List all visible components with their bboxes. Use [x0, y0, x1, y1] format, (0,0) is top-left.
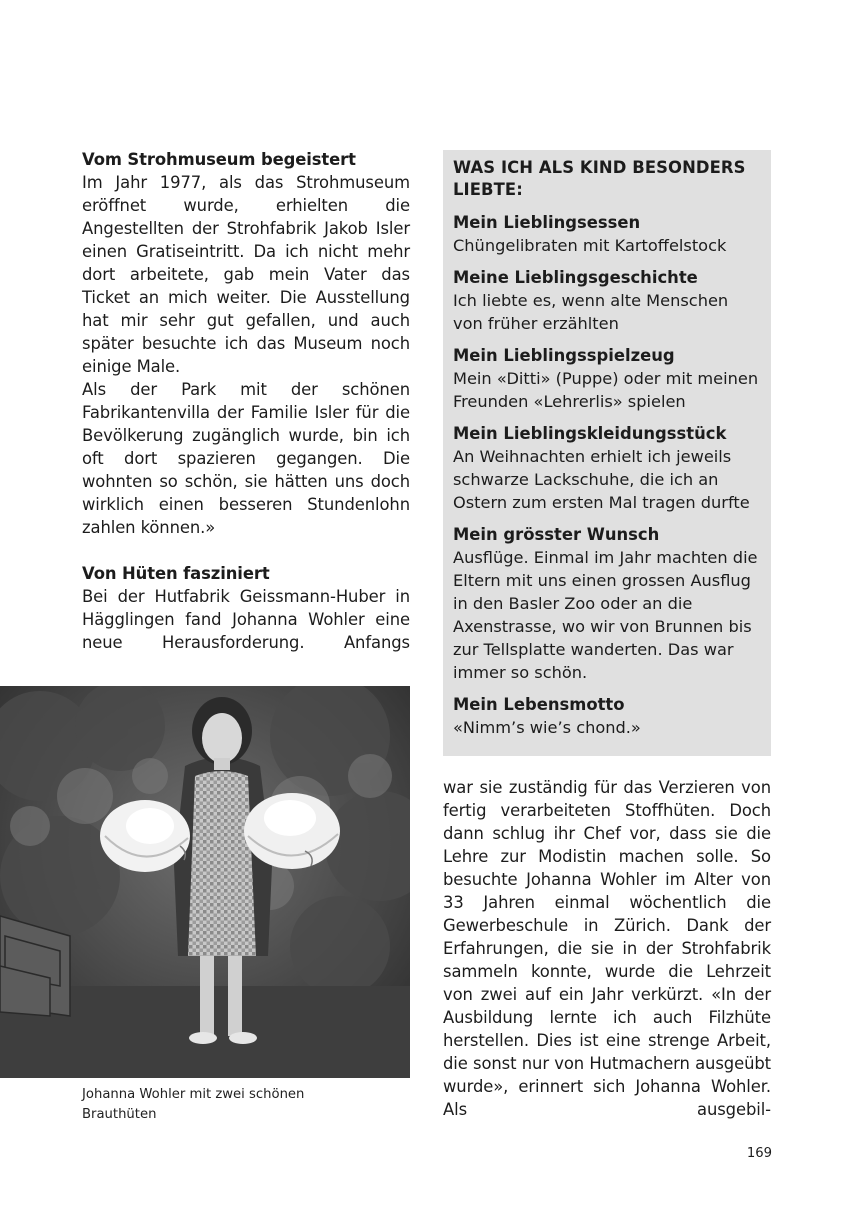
- sidebar-item-text: «Nimm’s wie’s chond.»: [453, 718, 641, 737]
- body-paragraph: Bei der Hutfabrik Geissmann-Huber in Hägglingen fand Johanna Wohler eine neue Herausforderung. Anfangs: [82, 587, 410, 652]
- sidebar-title: WAS ICH ALS KIND BESONDERS LIEBTE:: [453, 158, 746, 199]
- sidebar-item-text: An Weihnachten erhielt ich jeweils schwarze Lackschuhe, die ich an Ostern zum ersten Mal tragen durfte: [453, 447, 750, 512]
- sidebar-item-text: Ausflüge. Einmal im Jahr machten die Eltern mit uns einen grossen Ausflug in den Basler Zoo oder an die Axenstrasse, wo wir von Brunnen bis zur Tellsplatte wanderten. Das war immer so schön.: [453, 548, 758, 682]
- sidebar-item: [453, 523, 761, 684]
- page-number: 169: [746, 1146, 772, 1161]
- section-heading-hueten: Von Hüten fasziniert: [82, 564, 270, 583]
- right-column: [443, 776, 771, 1121]
- sidebar-item: [453, 693, 761, 739]
- sidebar-item-text: Mein «Ditti» (Puppe) oder mit meinen Freunden «Lehrerlis» spielen: [453, 369, 759, 411]
- left-column: [82, 148, 410, 654]
- sidebar-item-heading: Mein Lieblingsessen: [453, 213, 641, 232]
- body-paragraph: Im Jahr 1977, als das Strohmuseum eröffnet wurde, erhielten die Angestellten der Strohfabrik Jakob Isler einen Gratiseintritt. Da ich nicht mehr dort arbeitete, gab mein Vater das Ticket an mich weiter. Die Ausstellung hat mir sehr gut gefallen, und auch später besuchte ich das Museum noch einige Male.: [82, 173, 410, 376]
- sidebar-item-text: Chüngelibraten mit Kartoffelstock: [453, 236, 727, 255]
- body-paragraph: war sie zuständig für das Verzieren von fertig verarbeiteten Stoffhüten. Doch dann schlug ihr Chef vor, dass sie die Lehre zur Modistin machen solle. So besuchte Johanna Wohler im Alter von 33 Jahren einmal wöchentlich die Gewerbeschule in Zürich. Dank der Erfahrungen, die sie in der Strohfabrik sammeln konnte, wurde die Lehrzeit von zwei auf ein Jahr verkürzt. «In der Ausbildung lernte ich auch Filzhüte herstellen. Dies ist eine strenge Arbeit, die sonst nur von Hutmachern ausgeübt wurde», erinnert sich Johanna Wohler. Als ausgebil-: [443, 778, 771, 1119]
- spacer: [82, 539, 410, 562]
- sidebar-item: [453, 266, 761, 335]
- photo-caption: Johanna Wohler mit zwei schönen Brauthüten: [82, 1087, 305, 1122]
- sidebar-item: [453, 344, 761, 413]
- sidebar-item: [453, 422, 761, 514]
- sidebar-item-heading: Mein Lebensmotto: [453, 695, 625, 714]
- sidebar-item-text: Ich liebte es, wenn alte Menschen von früher erzählten: [453, 291, 729, 333]
- sidebar-box: [443, 150, 771, 756]
- photo-woman-with-hats: [0, 686, 410, 1078]
- sidebar-item-heading: Meine Lieblingsgeschichte: [453, 268, 698, 287]
- body-paragraph: Als der Park mit der schönen Fabrikantenvilla der Familie Isler für die Bevölkerung zugänglich wurde, bin ich oft dort spazieren gegangen. Die wohnten so schön, sie hätten uns doch wirklich einen besseren Stundenlohn zahlen können.»: [82, 380, 410, 537]
- sidebar-item: [453, 211, 761, 257]
- sidebar-item-heading: Mein Lieblingsspielzeug: [453, 346, 675, 365]
- section-heading-strohmuseum: Vom Strohmuseum begeistert: [82, 150, 356, 169]
- sidebar-item-heading: Mein Lieblingskleidungsstück: [453, 424, 727, 443]
- sidebar-item-heading: Mein grösster Wunsch: [453, 525, 660, 544]
